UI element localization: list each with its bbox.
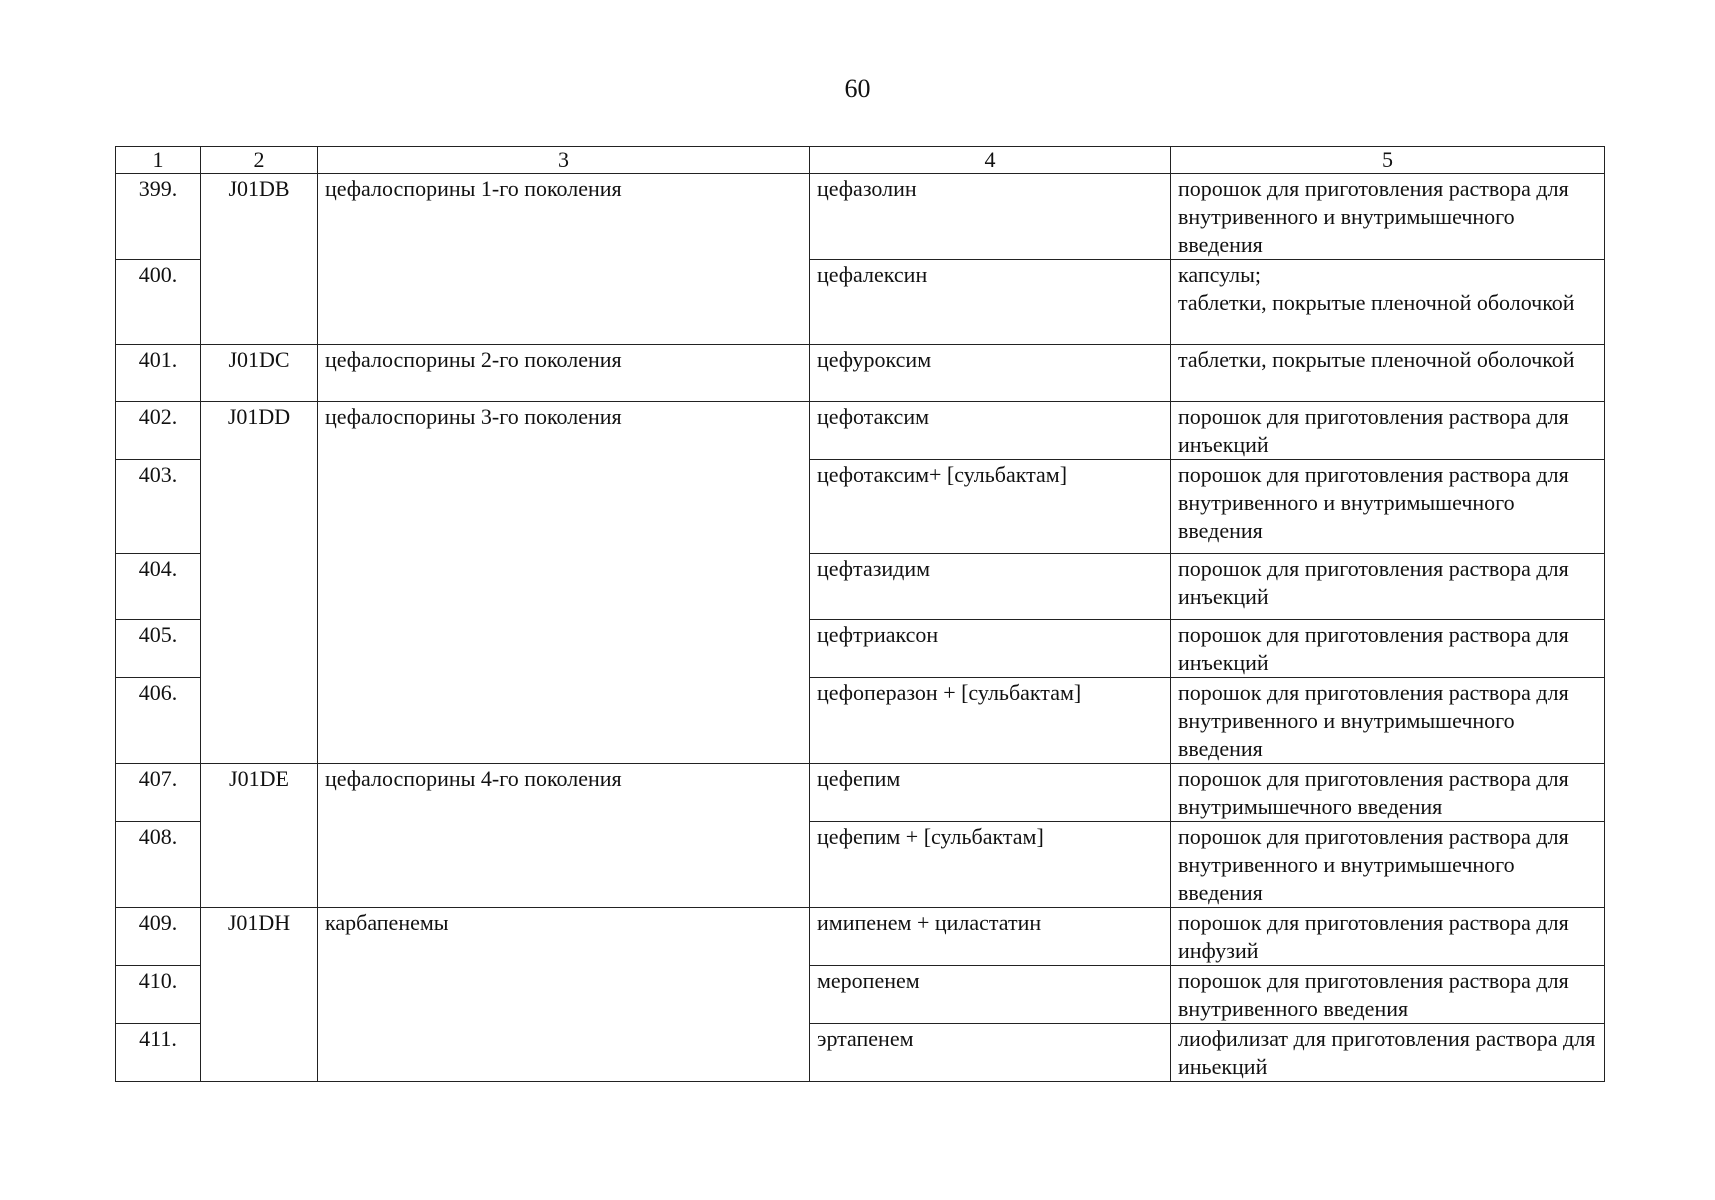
table-row [116, 174, 1605, 260]
header-col-3: 3 [318, 147, 810, 174]
header-col-1: 1 [116, 147, 201, 174]
dosage-form: порошок для приготовления раствора для внутривенного введения [1171, 966, 1605, 1024]
atc-code: J01DB [201, 174, 318, 345]
dosage-form: порошок для приготовления раствора для внутривенного и внутримышечного введения [1171, 822, 1605, 908]
drug-name: цефтазидим [810, 554, 1171, 620]
row-number: 403. [116, 460, 201, 554]
table-row [116, 764, 1605, 822]
atc-code: J01DD [201, 402, 318, 764]
row-number: 409. [116, 908, 201, 966]
drug-name: цефепим [810, 764, 1171, 822]
drug-name: цефепим + [сульбактам] [810, 822, 1171, 908]
drug-name: имипенем + циластатин [810, 908, 1171, 966]
row-number: 411. [116, 1024, 201, 1082]
row-number: 407. [116, 764, 201, 822]
row-number: 406. [116, 678, 201, 764]
row-number: 399. [116, 174, 201, 260]
group-name: цефалоспорины 3-го поколения [318, 402, 810, 764]
atc-code: J01DC [201, 345, 318, 402]
drug-name: цефтриаксон [810, 620, 1171, 678]
dosage-form: порошок для приготовления раствора для инфузий [1171, 908, 1605, 966]
row-number: 402. [116, 402, 201, 460]
drug-name: цефотаксим [810, 402, 1171, 460]
table-row [116, 908, 1605, 966]
table-row [116, 345, 1605, 402]
table-row [116, 402, 1605, 460]
dosage-form: таблетки, покрытые пленочной оболочкой [1171, 345, 1605, 402]
header-row [116, 147, 1605, 174]
dosage-form: порошок для приготовления раствора для инъекций [1171, 620, 1605, 678]
page-number: 60 [844, 74, 871, 103]
atc-code: J01DH [201, 908, 318, 1082]
group-name: цефалоспорины 1-го поколения [318, 174, 810, 345]
group-name: цефалоспорины 2-го поколения [318, 345, 810, 402]
dosage-form: порошок для приготовления раствора для инъекций [1171, 554, 1605, 620]
drug-name: цефалексин [810, 260, 1171, 345]
dosage-form: порошок для приготовления раствора для внутривенного и внутримышечного введения [1171, 460, 1605, 554]
drug-name: цефуроксим [810, 345, 1171, 402]
group-name: цефалоспорины 4-го поколения [318, 764, 810, 908]
row-number: 400. [116, 260, 201, 345]
group-name: карбапенемы [318, 908, 810, 1082]
dosage-form: порошок для приготовления раствора для внутримышечного введения [1171, 764, 1605, 822]
row-number: 408. [116, 822, 201, 908]
header-col-4: 4 [810, 147, 1171, 174]
row-number: 404. [116, 554, 201, 620]
drug-name: цефазолин [810, 174, 1171, 260]
row-number: 401. [116, 345, 201, 402]
header-col-5: 5 [1171, 147, 1605, 174]
drug-name: цефоперазон + [сульбактам] [810, 678, 1171, 764]
drug-list-table [115, 146, 1605, 1082]
drug-name: меропенем [810, 966, 1171, 1024]
row-number: 410. [116, 966, 201, 1024]
atc-code: J01DE [201, 764, 318, 908]
dosage-form: капсулы; таблетки, покрытые пленочной оболочкой [1171, 260, 1605, 345]
dosage-form: порошок для приготовления раствора для инъекций [1171, 402, 1605, 460]
row-number: 405. [116, 620, 201, 678]
drug-name: эртапенем [810, 1024, 1171, 1082]
dosage-form: порошок для приготовления раствора для внутривенного и внутримышечного введения [1171, 678, 1605, 764]
drug-name: цефотаксим+ [сульбактам] [810, 460, 1171, 554]
dosage-form: лиофилизат для приготовления раствора для иньекций [1171, 1024, 1605, 1082]
header-col-2: 2 [201, 147, 318, 174]
dosage-form: порошок для приготовления раствора для внутривенного и внутримышечного введения [1171, 174, 1605, 260]
